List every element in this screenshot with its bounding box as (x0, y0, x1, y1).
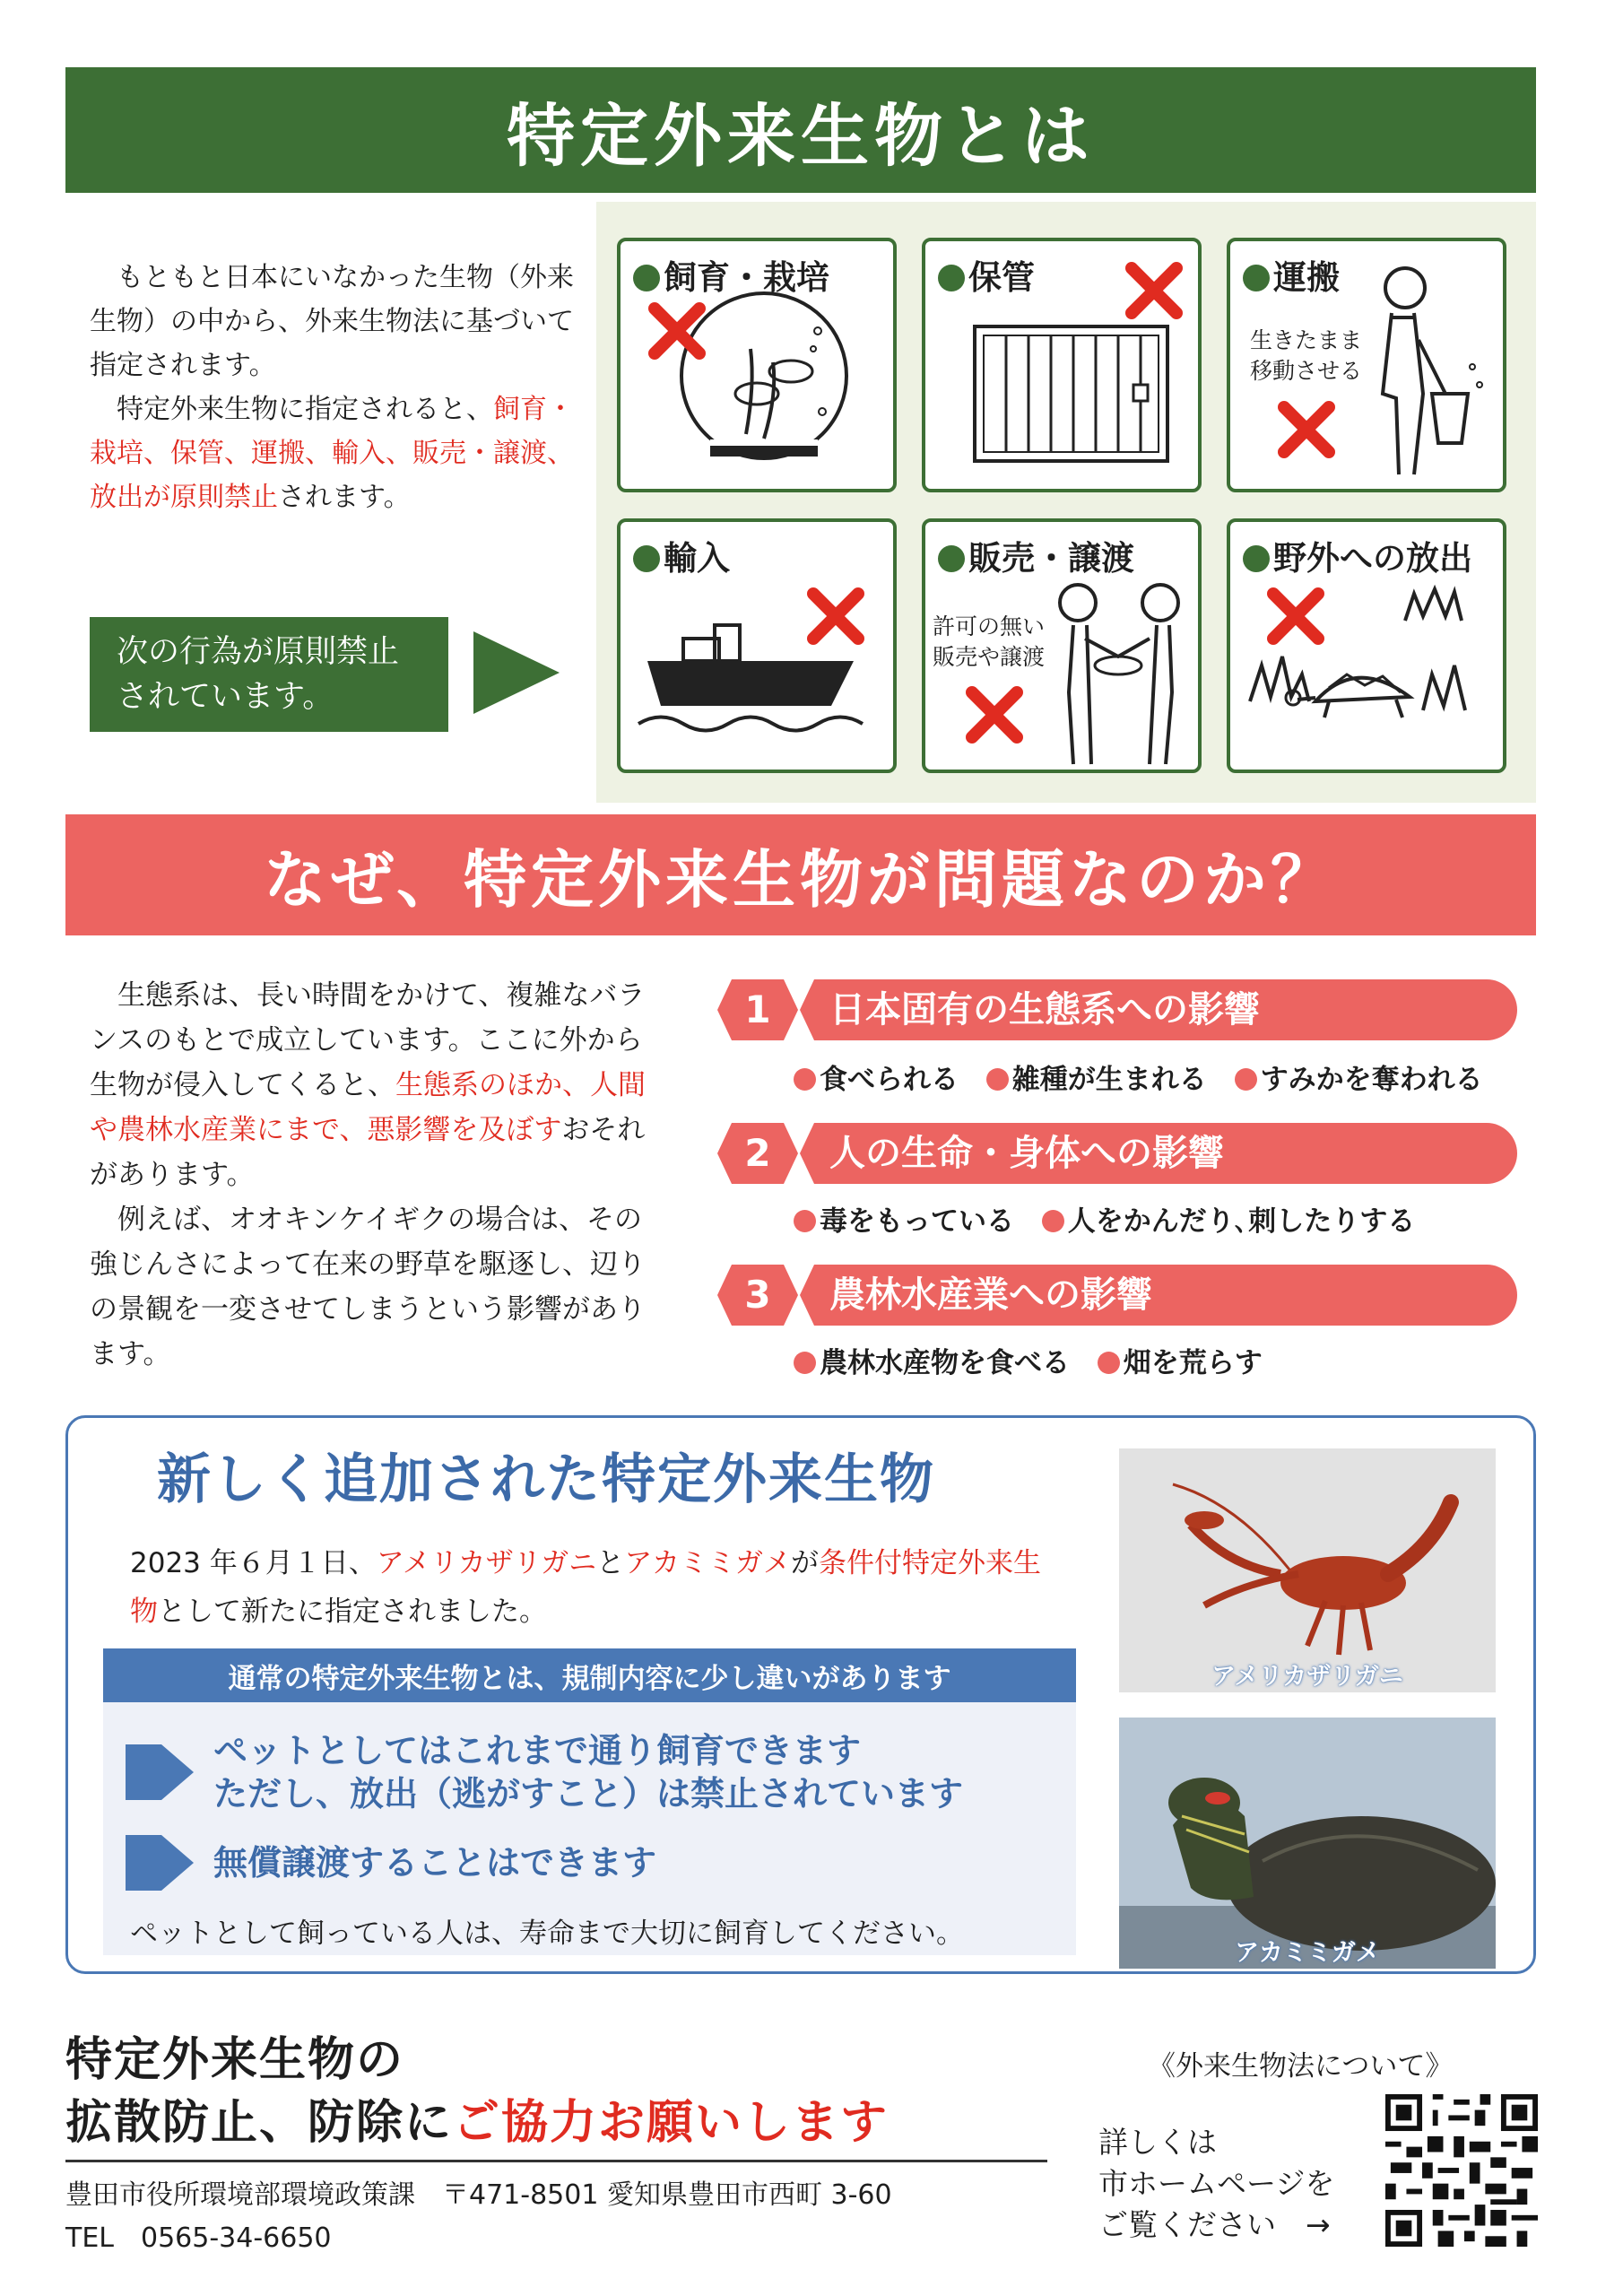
intro2-p1-tail: おそれがあります。 (90, 1114, 646, 1191)
impact-label: 人の生命・身体への影響 (829, 1133, 1224, 1174)
card-title (633, 250, 829, 299)
impact-items-1 (794, 1057, 1501, 1097)
intro1-p2-lead: 特定外来生物に指定されると、 (117, 394, 493, 425)
bullet-dot (938, 545, 965, 572)
bullet-dot (633, 545, 660, 572)
homepage-note: 詳しくは 市ホームページを ご覧ください → (1098, 2125, 1335, 2242)
new-species-title: 新しく追加された特定外来生物 (157, 1448, 935, 1511)
intro2-p1-highlight: 生態系のほか、人間や農林水産業にまで、悪影響を及ぼす (90, 1069, 646, 1146)
section1-title: 特定外来生物とは (65, 67, 1536, 193)
bullet-dot (633, 265, 660, 291)
desc-conditional: 条件付特定外来生物 (130, 1547, 1041, 1628)
rule-1-line2: ただし、放出（逃がすこと）は禁止されています (213, 1774, 964, 1813)
card-sale-transfer (922, 518, 1202, 773)
turtle-caption: アカミミガメ (1235, 1939, 1380, 1967)
impact-items-2 (794, 1198, 1433, 1239)
card-label: 販売・譲渡 (968, 539, 1134, 578)
card-breeding (617, 238, 897, 492)
note-line1: 生きたまま (1250, 327, 1363, 353)
bullet-dot (1235, 1068, 1257, 1091)
section2-title: なぜ、特定外来生物が問題なのか？ (65, 814, 1536, 935)
office-phone: TEL 0565-34-6650 (65, 2222, 332, 2254)
impact-item: 毒をもっている (794, 1205, 1014, 1238)
bullet-dot (794, 1352, 816, 1374)
footer-divider (65, 2160, 1047, 2162)
section1-intro (90, 256, 574, 519)
impact-bar-1 (717, 979, 1517, 1040)
impact-item: 人をかんだり､刺したりする (1042, 1205, 1416, 1238)
bullet-dot (986, 1068, 1009, 1091)
card-storage (922, 238, 1202, 492)
impact-item: 食べられる (794, 1064, 959, 1096)
office-address: 豊田市役所環境部環境政策課 〒471-8501 愛知県豊田市西町 3-60 (65, 2179, 892, 2211)
bullet-dot (1042, 1210, 1064, 1232)
impact-bar-3 (717, 1265, 1517, 1326)
desc-date: 2023 年６月１日、 (130, 1547, 377, 1579)
bullet-dot (938, 265, 965, 291)
footer-heading-line2: 拡散防止、防除にご協力お願いします (65, 2096, 890, 2150)
impact-bar-2 (717, 1123, 1517, 1184)
impact-items-3 (794, 1340, 1280, 1380)
crayfish-photo (1119, 1448, 1496, 1692)
notice-box (90, 617, 448, 732)
note-line2: 販売や譲渡 (933, 644, 1046, 670)
impact-item: すみかを奪われる (1235, 1064, 1483, 1096)
desc-ga: が (790, 1547, 819, 1579)
bullet-dot (794, 1068, 816, 1091)
card-label: 野外への放出 (1273, 539, 1472, 578)
card-label: 輸入 (664, 539, 730, 578)
intro2-p1-lead: 生態系は、長い時間をかけて、複雑なバランスのもとで成立しています。ここに外から生物が侵入してくると、 (90, 979, 646, 1101)
card-release (1227, 518, 1506, 773)
impact-number: 2 (744, 1131, 771, 1175)
footer-heading (65, 2029, 889, 2154)
card-title (633, 531, 730, 579)
intro1-p2-highlight: 飼育・栽培、保管、運搬、輸入、販売・譲渡、放出が原則禁止 (90, 394, 574, 513)
bullet-dot (1098, 1352, 1120, 1374)
card-label: 運搬 (1273, 258, 1340, 297)
turtle-image (1119, 1718, 1496, 1969)
card-label: 保管 (968, 258, 1035, 297)
notice-line1: 次の行為が原則禁止 (117, 634, 400, 670)
card-import (617, 518, 897, 773)
impact-item: 畑を荒らす (1098, 1347, 1263, 1379)
rule-1-line1: ペットとしてはこれまで通り飼育できます (213, 1731, 862, 1770)
impact-item: 農林水産物を食べる (794, 1347, 1070, 1379)
intro1-paragraph2 (90, 387, 574, 519)
impact-number: 3 (744, 1273, 771, 1317)
card-title (1243, 531, 1472, 579)
intro1-paragraph1: もともと日本にいなかった生物（外来生物）の中から、外来生物法に基づいて指定されます。 (90, 262, 574, 381)
notice-line2: されています。 (117, 679, 334, 715)
desc-species-turtle: アカミミガメ (624, 1547, 791, 1579)
intro2-paragraph1 (90, 973, 664, 1197)
card-title (1243, 250, 1340, 299)
bullet-dot (1243, 545, 1270, 572)
impact-label: 農林水産業への影響 (829, 1274, 1152, 1316)
desc-tail: として新たに指定されました。 (158, 1596, 547, 1628)
rule-banner: 通常の特定外来生物とは、規制内容に少し違いがあります (103, 1648, 1076, 1702)
card-title (938, 531, 1134, 579)
right-arrow-icon (126, 1835, 194, 1891)
note-line2: 移動させる (1250, 358, 1363, 384)
card-transport (1227, 238, 1506, 492)
qr-code-icon[interactable] (1385, 2094, 1538, 2247)
impact-label: 日本固有の生態系への影響 (829, 989, 1260, 1031)
intro2-paragraph2: 例えば、オオキンケイギクの場合は、その強じんさによって在来の野草を駆逐し、辺りの景観を一変させてしまうという影響があります。 (90, 1204, 646, 1370)
note-line1: 許可の無い (933, 613, 1046, 639)
impact-number: 1 (744, 987, 771, 1031)
rule-1 (213, 1729, 963, 1815)
desc-species-crayfish: アメリカザリガニ (376, 1547, 597, 1579)
right-arrow-icon (126, 1744, 194, 1800)
turtle-photo (1119, 1718, 1496, 1969)
desc-and: と (596, 1547, 625, 1579)
rule-2: 無償譲渡することはできます (213, 1843, 657, 1883)
card-label: 飼育・栽培 (664, 258, 829, 297)
intro1-p2-tail: されます。 (278, 482, 411, 513)
new-species-description (130, 1539, 1054, 1636)
section2-intro (90, 973, 664, 1377)
law-info-label: 《外来生物法について》 (1148, 2050, 1454, 2083)
bullet-dot (1243, 265, 1270, 291)
pet-care-note: ペットとして飼っている人は、寿命まで大切に飼育してください。 (130, 1918, 964, 1950)
bullet-dot (794, 1210, 816, 1232)
impact-item: 雑種が生まれる (986, 1064, 1207, 1096)
cooperation-request: ご協力お願いします (453, 2096, 890, 2150)
card-title (938, 250, 1035, 299)
crayfish-caption: アメリカザリガニ (1211, 1663, 1403, 1691)
right-triangle-icon (473, 631, 560, 714)
footer-heading-line1: 特定外来生物の (65, 2033, 405, 2087)
